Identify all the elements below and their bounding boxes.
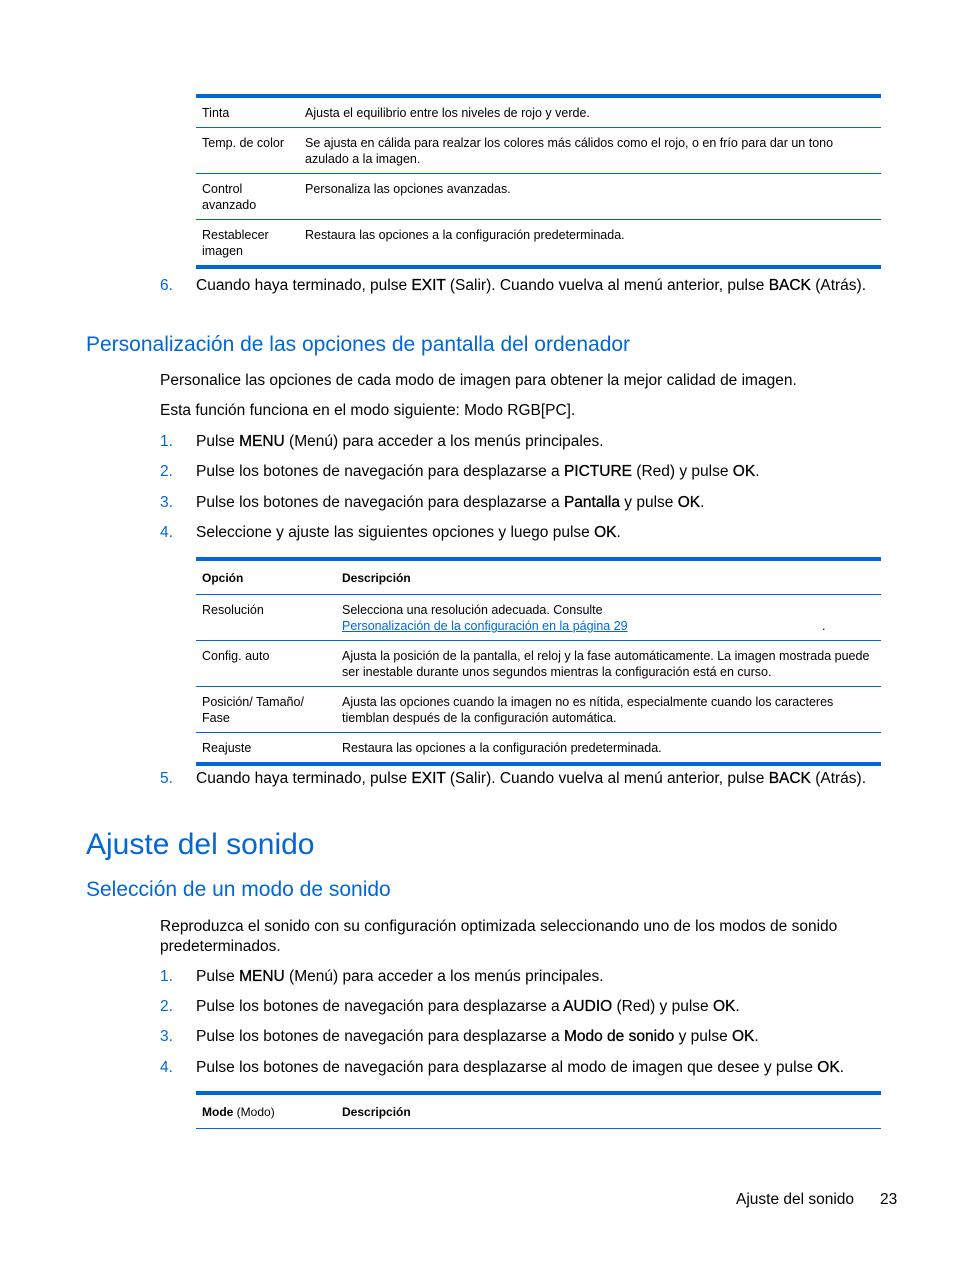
description-cell: Restaura las opciones a la configuración predeterminada. (336, 733, 881, 765)
configuration-link[interactable]: Personalización de la configuración en la página 29 (342, 619, 628, 633)
step-text: Cuando haya terminado, pulse EXIT (Salir). Cuando vuelva al menú anterior, pulse BACK (Atrás). (196, 277, 867, 294)
description-cell: Restaura las opciones a la configuración predeterminada. (299, 220, 881, 268)
step-number: 6. (160, 277, 173, 294)
back-key: BACK (768, 770, 811, 787)
footer-section-title: Ajuste del sonido (736, 1191, 855, 1208)
intro-paragraph: Reproduzca el sonido con su configuración optimizada seleccionando uno de los modos de sonido predeterminados. (160, 918, 838, 955)
option-cell: Reajuste (196, 733, 336, 765)
description-cell: Personaliza las opciones avanzadas. (299, 174, 881, 220)
option-cell: Control avanzado (196, 174, 299, 220)
option-cell: Tinta (202, 106, 230, 120)
exit-key: EXIT (411, 277, 446, 294)
description-cell: Se ajusta en cálida para realzar los colores más cálidos como el rojo, o en frío para dar un tono azulado a la imagen. (299, 128, 881, 174)
description-cell: Ajusta la posición de la pantalla, el reloj y la fase automáticamente. La imagen mostrada puede ser inestable durante unos segundos mientras la configuración está en curso. (336, 641, 881, 687)
option-cell: Restablecer imagen (196, 220, 299, 268)
option-cell: Temp. de color (196, 128, 299, 174)
mode-note: Esta función funciona en el modo siguiente: Modo RGB[PC]. (160, 402, 576, 419)
table-header-row (196, 559, 881, 595)
table-header-row (196, 1093, 881, 1129)
table-row (196, 174, 881, 220)
page-number: 23 (880, 1191, 898, 1208)
step-number: 5. (160, 770, 173, 787)
option-cell: Config. auto (196, 641, 336, 687)
chapter-heading: Ajuste del sonido (86, 828, 315, 861)
table-row (196, 96, 881, 128)
step-text: Cuando haya terminado, pulse EXIT (Salir). Cuando vuelva al menú anterior, pulse BACK (Atrás). (196, 770, 867, 787)
intro-paragraph: Personalice las opciones de cada modo de imagen para obtener la mejor calidad de imagen. (160, 372, 797, 389)
description-cell: Selecciona una resolución adecuada. Consulte Personalización de la configuración en la página 29 . (336, 595, 881, 641)
table-row (196, 733, 881, 765)
exit-key: EXIT (411, 770, 446, 787)
table-row (196, 687, 881, 733)
column-header-option: Opción (196, 559, 336, 595)
description-cell: Ajusta el equilibrio entre los niveles de rojo y verde. (305, 106, 590, 120)
table-row (196, 641, 881, 687)
option-cell: Posición/ Tamaño/ Fase (196, 687, 336, 733)
picture-options-table (196, 94, 881, 269)
back-key: BACK (768, 277, 811, 294)
option-cell: Resolución (196, 595, 336, 641)
table-row (196, 128, 881, 174)
column-header-description: Descripción (336, 559, 881, 595)
column-header-description: Descripción (336, 1093, 881, 1129)
table-row (196, 595, 881, 641)
table-row (196, 220, 881, 268)
display-options-table (196, 557, 881, 766)
description-cell: Ajusta las opciones cuando la imagen no es nítida, especialmente cuando los caracteres tiemblan después de la configuración automática. (336, 687, 881, 733)
sound-mode-table (196, 1091, 881, 1129)
column-header-mode: Mode (Modo) (196, 1093, 336, 1129)
section-heading-display-options: Personalización de las opciones de pantalla del ordenador (86, 333, 631, 356)
section-heading-sound-mode: Selección de un modo de sonido (86, 878, 391, 901)
